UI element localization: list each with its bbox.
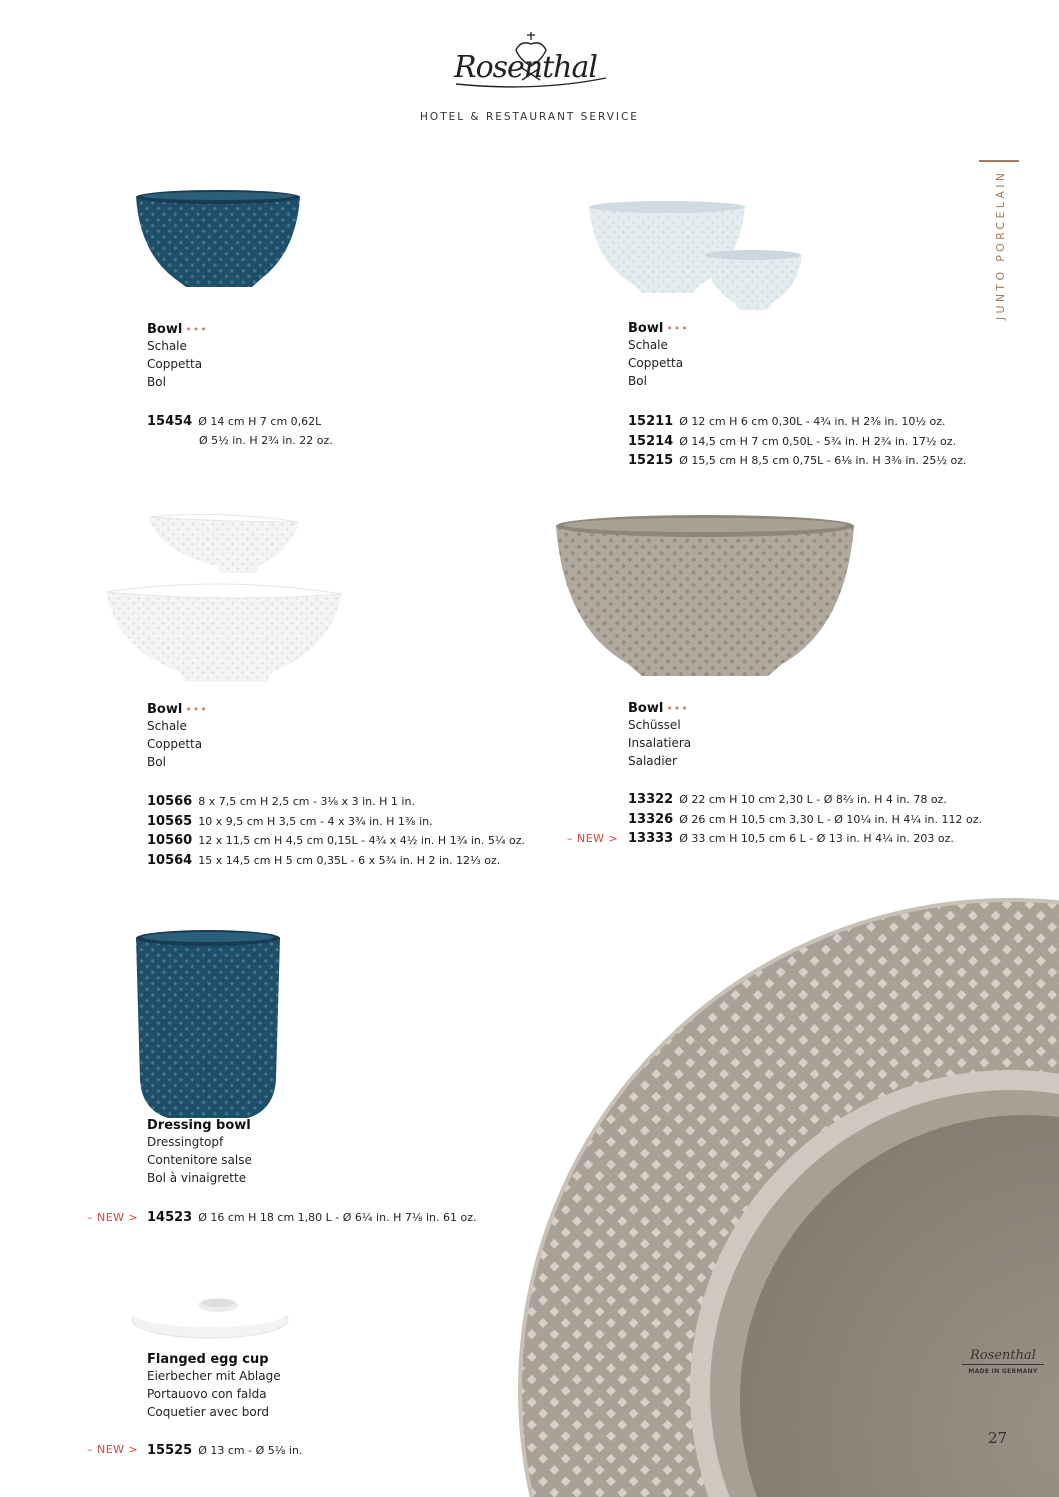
spec-row	[628, 829, 982, 849]
article-code: 15454	[147, 414, 193, 429]
article-code: 13322	[628, 792, 674, 807]
spec-text: Ø 16 cm H 18 cm 1,80 L - Ø 6¼ in. H 7⅛ in. 61 oz.	[198, 1211, 477, 1224]
product-name-fr: Bol	[147, 755, 166, 769]
new-badge: – NEW >	[87, 1443, 139, 1456]
product-name-de: Eierbecher mit Ablage	[147, 1369, 281, 1383]
product-name-it: Insalatiera	[628, 736, 692, 750]
spec-text: Ø 13 cm - Ø 5⅛ in.	[198, 1444, 303, 1457]
spec-text: Ø 33 cm H 10,5 cm 6 L - Ø 13 in. H 4¼ in. 203 oz.	[679, 832, 954, 845]
spec-row	[147, 1441, 302, 1461]
product-name-it: Coppetta	[147, 357, 203, 371]
dressing-bowl-image	[136, 930, 280, 1118]
spec-row	[147, 831, 525, 851]
product-bowl-15211	[628, 321, 689, 390]
article-code: 15525	[147, 1443, 193, 1458]
spec-text: Ø 22 cm H 10 cm 2,30 L - Ø 8⅔ in. H 4 in. 78 oz.	[679, 793, 947, 806]
article-code: 13333	[628, 831, 674, 846]
product-name-it: Portauovo con falda	[147, 1387, 267, 1401]
spec-row	[628, 810, 982, 830]
product-title: Flanged egg cup	[147, 1352, 269, 1367]
product-name-fr: Bol	[628, 374, 647, 388]
spec-row	[628, 432, 967, 452]
product-title: Bowl	[147, 322, 183, 337]
new-badge: – NEW >	[567, 832, 619, 845]
spec-text: 8 x 7,5 cm H 2,5 cm - 3⅛ x 3 in. H 1 in.	[198, 795, 415, 808]
product-egg-cup-15525	[147, 1352, 281, 1421]
article-code: 10564	[147, 852, 193, 868]
bowl-grey-salad-image	[556, 515, 854, 676]
spec-text: Ø 14,5 cm H 7 cm 0,50L - 5¾ in. H 2¾ in. 17½ oz.	[679, 434, 957, 448]
product-dressing-bowl-14523	[147, 1118, 252, 1187]
spec-text: 15 x 14,5 cm H 5 cm 0,35L - 6 x 5¾ in. H 2 in. 12⅓ oz.	[198, 853, 501, 867]
product-name-fr: Bol à vinaigrette	[147, 1171, 247, 1185]
spec-row	[628, 412, 967, 432]
product-name-de: Schale	[628, 338, 668, 352]
brand-wordmark: Rosenthal	[454, 50, 597, 85]
spec-list	[147, 792, 525, 870]
product-name-de: Schale	[147, 719, 187, 733]
backstamp-brand: Rosenthal	[962, 1348, 1044, 1365]
product-title: Dressing bowl	[147, 1118, 251, 1133]
product-name-it: Coppetta	[628, 356, 684, 370]
article-code: 13326	[628, 811, 674, 827]
product-name-de: Schüssel	[628, 718, 681, 732]
product-name-fr: Coquetier avec bord	[147, 1405, 270, 1419]
grade-dots: •••	[666, 702, 689, 715]
spec-text: 12 x 11,5 cm H 4,5 cm 0,15L - 4¾ x 4½ in. H 1¾ in. 5¼ oz.	[198, 834, 526, 847]
spec-list	[628, 412, 967, 471]
product-bowl-13322	[628, 701, 691, 770]
article-code: 15214	[628, 433, 674, 449]
spec-list	[628, 790, 982, 849]
grade-dots: •••	[185, 323, 208, 336]
bowl-pale-pair-image	[589, 201, 802, 310]
bowl-blue-image	[136, 190, 300, 287]
spec-row	[628, 790, 982, 810]
product-bowl-15454	[147, 322, 208, 391]
spec-row	[147, 792, 525, 812]
product-bowl-10566	[147, 702, 208, 771]
article-code: 10566	[147, 794, 193, 809]
spec-text: 10 x 9,5 cm H 3,5 cm - 4 x 3¾ in. H 1⅜ in.	[198, 814, 433, 828]
product-title: Bowl	[628, 321, 664, 336]
spec-row	[147, 1208, 477, 1228]
new-badge: – NEW >	[87, 1211, 139, 1224]
article-code: 10560	[147, 833, 193, 848]
product-title: Bowl	[628, 701, 664, 716]
plate-backstamp	[962, 1348, 1044, 1375]
article-code: 14523	[147, 1210, 193, 1225]
spec-imperial: Ø 5½ in. H 2¾ in. 22 oz.	[199, 434, 333, 447]
product-name-fr: Bol	[147, 375, 166, 389]
product-name-de: Schale	[147, 339, 187, 353]
backstamp-origin: MADE IN GERMANY	[968, 1368, 1038, 1375]
egg-cup-image	[132, 1298, 288, 1338]
article-code: 10565	[147, 813, 193, 829]
grade-dots: •••	[185, 703, 208, 716]
product-name-it: Coppetta	[147, 737, 203, 751]
product-name-fr: Saladier	[628, 754, 677, 768]
spec-metric: Ø 14 cm H 7 cm 0,62L	[198, 415, 322, 428]
product-title: Bowl	[147, 702, 183, 717]
header-subtitle: HOTEL & RESTAURANT SERVICE	[420, 111, 639, 123]
article-code: 15215	[628, 453, 674, 468]
article-code: 15211	[628, 414, 674, 429]
grade-dots: •••	[666, 322, 689, 335]
brand-logo	[446, 28, 616, 96]
spec-row	[147, 812, 525, 832]
spec-row	[628, 451, 967, 471]
side-tab-label: JUNTO PORCELAIN	[994, 169, 1007, 320]
plate-image	[520, 900, 1059, 1497]
spec-text: Ø 12 cm H 6 cm 0,30L - 4¾ in. H 2⅜ in. 10½ oz.	[679, 415, 946, 428]
spec-text: Ø 26 cm H 10,5 cm 3,30 L - Ø 10¼ in. H 4¼ in. 112 oz.	[679, 812, 983, 826]
spec-row	[147, 412, 321, 432]
product-name-de: Dressingtopf	[147, 1135, 224, 1149]
spec-text: Ø 15,5 cm H 8,5 cm 0,75L - 6⅛ in. H 3⅜ in. 25½ oz.	[679, 454, 967, 467]
page-number: 27	[988, 1429, 1008, 1447]
bowl-white-oval-image	[106, 514, 342, 682]
product-name-it: Contenitore salse	[147, 1153, 252, 1167]
spec-row	[147, 851, 525, 871]
